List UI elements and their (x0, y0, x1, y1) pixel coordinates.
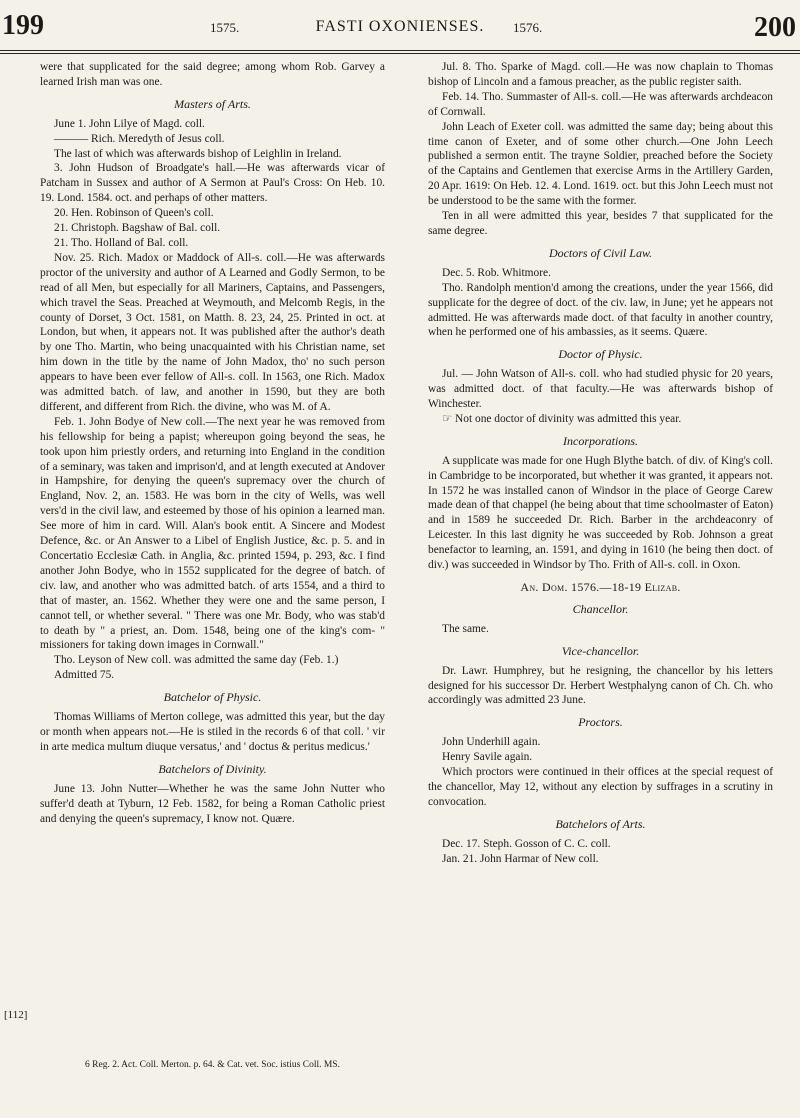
section-heading: Masters of Arts. (174, 96, 251, 111)
paragraph: were that supplicated for the said degree; among whom Rob. Garvey a learned Irish man was one. (40, 61, 385, 88)
year-heading: An. Dom. 1576.—18-19 Elizab. (520, 580, 681, 594)
paragraph: Henry Savile again. (442, 751, 533, 764)
section-heading: Proctors. (578, 715, 623, 730)
paragraph: The last of which was afterwards bishop of Leighlin in Ireland. (54, 147, 342, 160)
header-year-right: 1576. (513, 20, 543, 35)
paragraph: John Leach of Exeter coll. was admitted the same day; being about this time canon of Exeter, and of some other church.—One John Leech published a sermon entit. The trayne Soldier, preached before the Society of the Captains and Gentlemen that exercise Arms in the Artillery Garden, 20 Apr. 1619: On Heb. 12. 4. Lond. 1619. oct. but this John Leech must not be understood to be the same with the former. (428, 120, 773, 208)
paragraph: Feb. 1. John Bodye of New coll.—The next year he was removed from his fellowship for being a papist; whereupon going beyond the seas, he took upon him priestly orders, and returning into England in the condition of a seminary, was taken and imprison'd, and at length executed at Andover in Hampshire, for denying the queen's supremacy over the church of England, Nov. 2, an. 1583. He was born in the city of Wells, was well vers'd in the civil law, and esteemed by those of his opinion a learned man. See more of him in card. Will. Alan's book entit. A Sincere and Modest Defence, &c. or An Answer to a Libel of English Justice, &c. p. 5. and in Concertatio Ecclesiæ Cath. in Anglia, &c. printed 1594, p. 293, &c. I find another John Bodye, who in 1552 supplicated for the degree of batch. of civ. law, and another who was admitted batch. of arts 1554, and a third to that of master, an. 1562. Whether they were one and the same person, I cannot tell, or whether several. " There was one Mr. Body, who was stab'd to death by " a priest, an. Dom. 1548, being one of the king's com- " missioners for taking down images in Cornwall." (40, 415, 385, 652)
paragraph: The same. (442, 622, 489, 635)
header-title: FASTI OXONIENSES. (315, 18, 485, 35)
section-heading: Doctor of Physic. (558, 347, 643, 362)
paragraph: Ten in all were admitted this year, besides 7 that supplicated for the same degree. (428, 210, 773, 237)
paragraph: ——— Rich. Meredyth of Jesus coll. (54, 132, 225, 145)
running-header (0, 6, 800, 52)
page-number-left: 199 (2, 10, 44, 41)
paragraph: 20. Hen. Robinson of Queen's coll. (54, 207, 214, 220)
section-heading: Batchelors of Divinity. (158, 761, 267, 776)
left-column (40, 60, 385, 826)
paragraph: Nov. 25. Rich. Madox or Maddock of All-s. coll.—He was afterwards proctor of the university and author of A Learned and Godly Sermon, to be read of all Men, but especially for all Mariners, Captains, and Passengers, which travel the Seas. Preached at Weymouth, and Melcomb Regis, in the county of Dorset, 3 Oct. 1581, on Matth. 8. 23, 24, 25. Printed in oct. at London, but when, it appears not. It was published after the author's death by one Tho. Martin, who being unacquainted with his Christian name, set him down in the title by the name of John Madox, tho' no such person appears to have been ever fellow of All-s. coll. In 1563, one Rich. Madox was admitted batch. of law, and another in 1590, but they are both different, and different from Rich. the divine, who was M. of A. (40, 251, 385, 413)
paragraph: 3. John Hudson of Broadgate's hall.—He was afterwards vicar of Patcham in Sussex and author of A Sermon at Paul's Cross: On Heb. 10. 19. Lond. 1584. oct. and perhaps of other matters. (40, 162, 385, 205)
paragraph: Jan. 21. John Harmar of New coll. (442, 852, 599, 865)
paragraph: Which proctors were continued in their offices at the special request of the chancellor, May 12, without any election by suffrages in a scrutiny in convocation. (428, 766, 773, 808)
paragraph: ☞ Not one doctor of divinity was admitted this year. (442, 412, 682, 425)
paragraph: Dec. 5. Rob. Whitmore. (442, 266, 551, 279)
section-heading: Doctors of Civil Law. (548, 245, 653, 260)
page-number-right: 200 (754, 12, 796, 43)
section-heading: Batchelors of Arts. (555, 816, 646, 831)
paragraph: Jul. 8. Tho. Sparke of Magd. coll.—He was now chaplain to Thomas bishop of Lincoln and a famous preacher, as the public register saith. (428, 61, 773, 88)
paragraph: Tho. Leyson of New coll. was admitted the same day (Feb. 1.) (54, 654, 339, 667)
paragraph: 21. Christoph. Bagshaw of Bal. coll. (54, 222, 221, 235)
paragraph: Tho. Randolph mention'd among the creations, under the year 1566, did supplicate for the degree of doct. of the civ. law, in June; yet he appears not admitted. He was afterwards made doct. of that faculty in another country, when he performed one of his ambassies, as it seems. Quære. (428, 281, 773, 339)
section-heading: Incorporations. (563, 433, 638, 448)
paragraph: Dec. 17. Steph. Gosson of C. C. coll. (442, 837, 611, 850)
paragraph: Dr. Lawr. Humphrey, but he resigning, the chancellor by his letters designed for his successor Dr. Herbert Westphalyng canon of Ch. Ch. who accordingly was admitted 23 June. (428, 664, 773, 707)
paragraph: A supplicate was made for one Hugh Blythe batch. of div. of King's coll. in Cambridge to be incorporated, but whether it was granted, it appears not. In 1572 he was installed canon of Windsor in the place of George Carew made dean of that chappel (he being about that time schoolmaster of Eaton) and in 1589 he succeeded Dr. Rich. Barber in the archdeaconry of Leicester. In this last dignity he was succeeded by Rob. Johnson a great benefactor to learning, an. 1591, and dying in 1610 (he being then doct. of div.) was succeeded in Windsor by Tho. Frith of All-s. coll. in Oxon. (428, 454, 773, 572)
margin-note: [112] (4, 1009, 28, 1021)
paragraph: 21. Tho. Holland of Bal. coll. (54, 236, 189, 249)
section-heading: Chancellor. (572, 601, 629, 616)
paragraph: Thomas Williams of Merton college, was admitted this year, but the day or month when appears not.—He is stiled in the records 6 of that coll. ' vir in arte medica multum diuque versatus,' and ' doctus & peritus medicus.' (40, 711, 385, 753)
paragraph: John Underhill again. (442, 736, 541, 749)
header-rule (0, 50, 800, 51)
paragraph: June 1. John Lilye of Magd. coll. (54, 117, 205, 130)
footnote: 6 Reg. 2. Act. Coll. Merton. p. 64. & Cat. vet. Soc. istius Coll. MS. (85, 1060, 340, 1070)
paragraph: Admitted 75. (54, 669, 115, 682)
header-year-left: 1575. (210, 20, 240, 35)
section-heading: Batchelor of Physic. (163, 690, 262, 705)
right-column (428, 60, 773, 867)
paragraph: Jul. — John Watson of All-s. coll. who had studied physic for 20 years, was admitted doct. of that faculty.—He was afterwards bishop of Winchester. (428, 368, 773, 411)
section-heading: Vice-chancellor. (561, 643, 640, 658)
paragraph: Feb. 14. Tho. Summaster of All-s. coll.—He was afterwards archdeacon of Cornwall. (428, 90, 773, 118)
header-rule-thin (0, 53, 800, 54)
paragraph: June 13. John Nutter—Whether he was the same John Nutter who suffer'd death at Tyburn, 12 Feb. 1582, for being a Roman Catholic priest and denying the queen's supremacy, I know not. Quære. (40, 782, 385, 825)
